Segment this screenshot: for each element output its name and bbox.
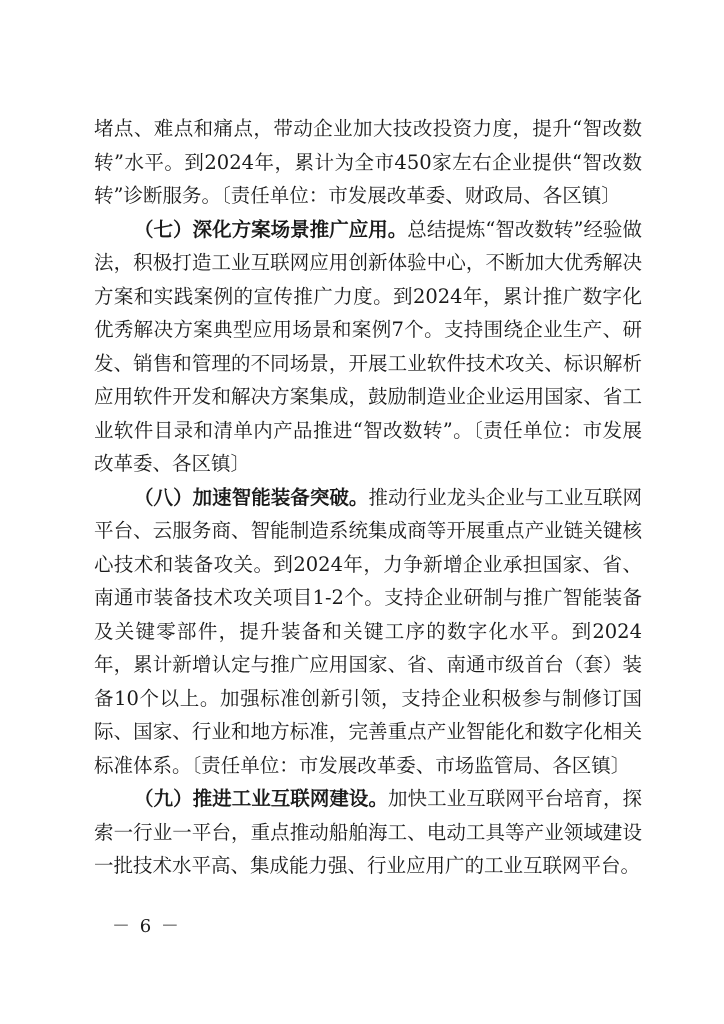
paragraph-1-text: 堵点、难点和痛点，带动企业加大技改投资力度，提升“智改数转”水平。到2024年，累计为全市450家左右企业提供“智改数转”诊断服务。〔责任单位：市发展改革委、财政局、各区镇〕 (94, 117, 642, 207)
page-number: － 6 － (112, 916, 181, 937)
paragraph-section-7 (94, 213, 642, 481)
document-body (94, 112, 642, 883)
paragraph-section-9 (94, 782, 642, 883)
section-9-heading: （九）推进工业互联网建设。 (134, 787, 389, 810)
section-8-heading: （八）加速智能装备突破。 (134, 485, 369, 509)
paragraph-continued (94, 112, 642, 213)
paragraph-section-8 (94, 481, 642, 783)
section-8-text: 推动行业龙头企业与工业互联网平台、云服务商、智能制造系统集成商等开展重点产业链关键核心技术和装备攻关。到2024年，力争新增企业承担国家、省、南通市装备技术攻关项目1-2个。支持企业研制与推广智能装备及关键零部件，提升装备和关键工序的数字化水平。到2024年，累计新增认定与推广应用国家、省、南通市级首台（套）装备10个以上。加强标准创新引领，支持企业积极参与制修订国际、国家、行业和地方标准，完善重点产业智能化和数字化相关标准体系。〔责任单位：市发展改革委、市场监管局、各区镇〕 (94, 485, 642, 777)
section-9-text: 加快工业互联网平台培育，探索一行业一平台，重点推动船舶海工、电动工具等产业领域建设一批技术水平高、集成能力强、行业应用广的工业互联网平台。 (94, 787, 642, 877)
section-7-heading: （七）深化方案场景推广应用。 (134, 217, 408, 241)
section-7-text: 总结提炼“智改数转”经验做法，积极打造工业互联网应用创新体验中心，不断加大优秀解决方案和实践案例的宣传推广力度。到2024年，累计推广数字化优秀解决方案典型应用场景和案例7个。支持围绕企业生产、研发、销售和管理的不同场景，开展工业软件技术攻关、标识解析应用软件开发和解决方案集成，鼓励制造业企业运用国家、省工业软件目录和清单内产品推进“智改数转”。〔责任单位：市发展改革委、各区镇〕 (94, 217, 642, 475)
